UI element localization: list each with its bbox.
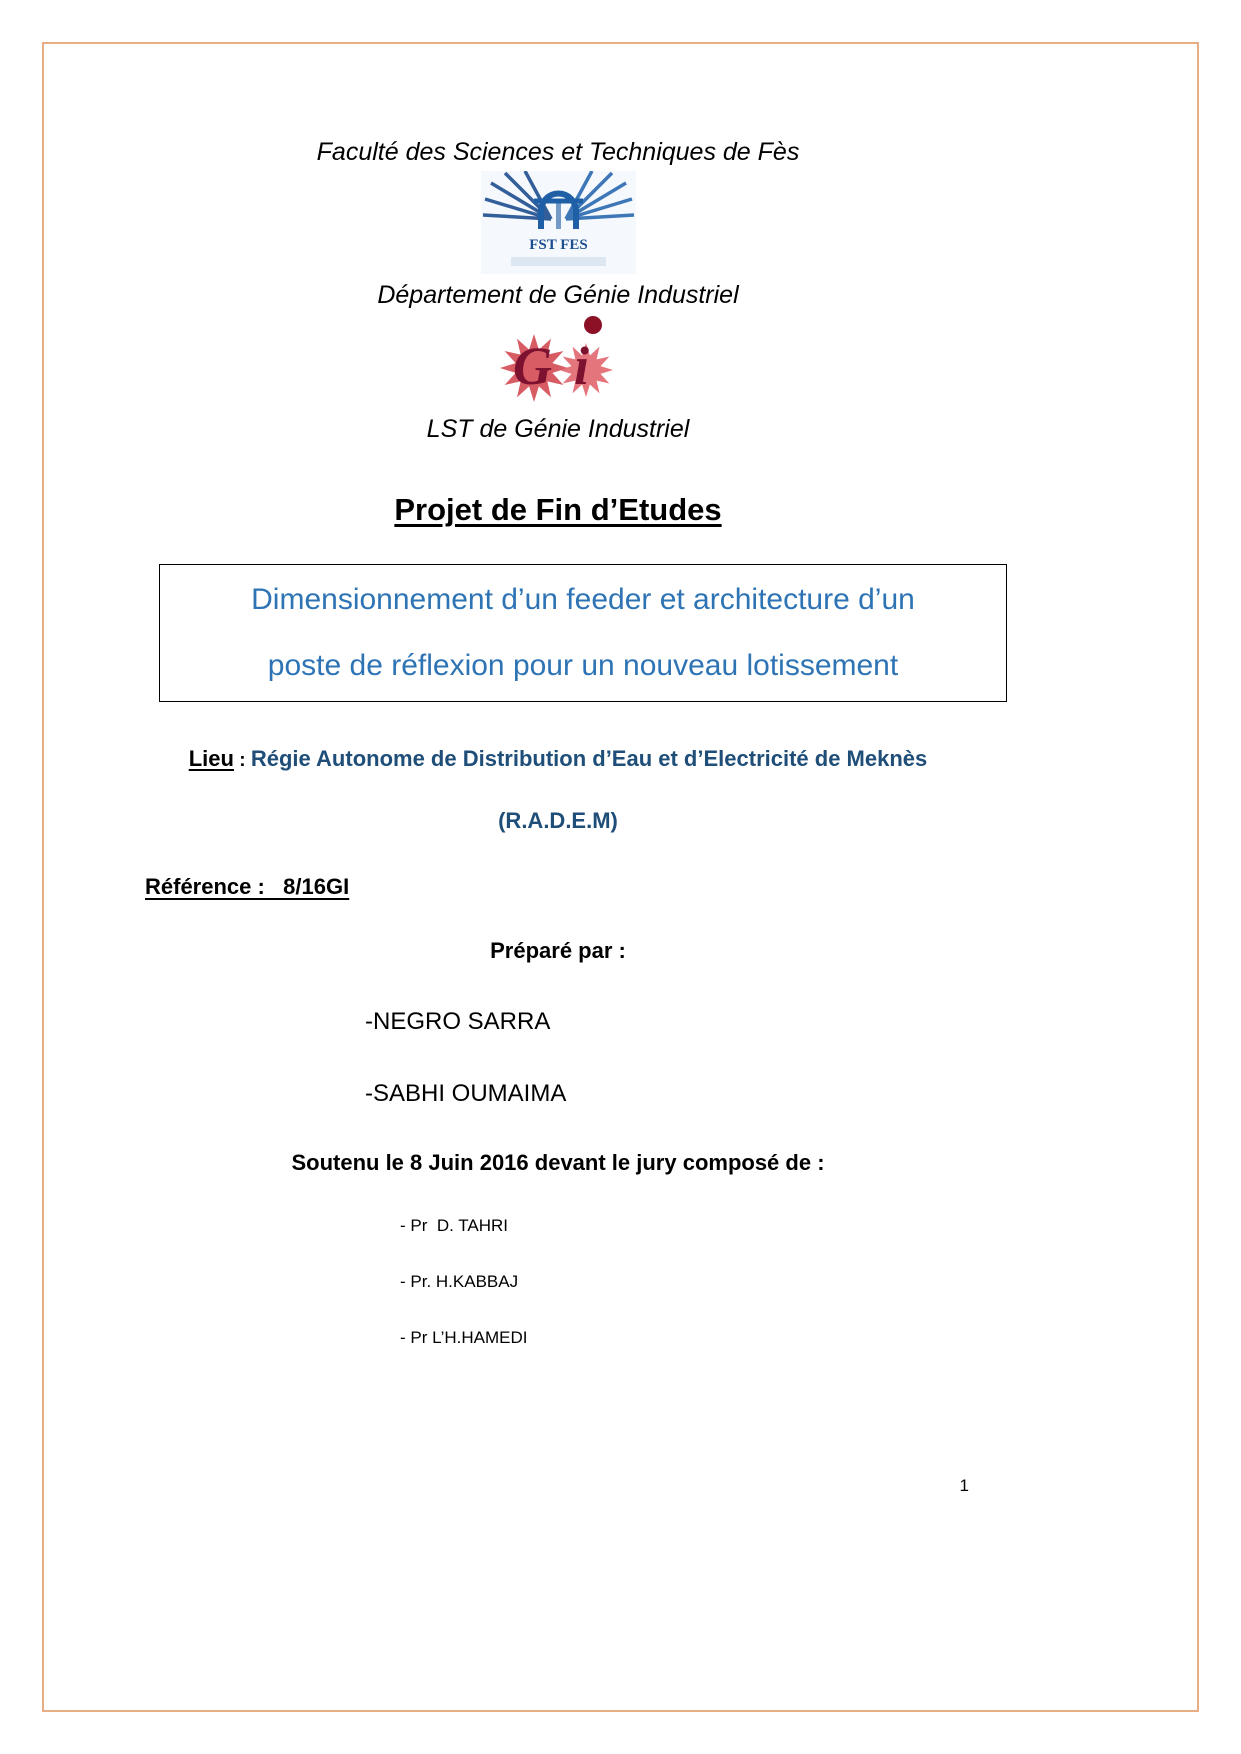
- fst-logo-pattern: [511, 257, 606, 266]
- department-name: Département de Génie Industriel: [377, 281, 739, 309]
- reference-text: Référence : 8/16GI: [145, 874, 350, 899]
- author-name: -SABHI OUMAIMA: [365, 1080, 567, 1107]
- prepared-by-label: Préparé par :: [490, 938, 626, 963]
- reference-line: [145, 874, 971, 900]
- location-value: Régie Autonome de Distribution d’Eau et d’Electricité de Meknès: [250, 746, 928, 771]
- fst-logo-graphic: [481, 171, 636, 274]
- location-label: Lieu: [188, 746, 234, 771]
- faculty-name: Faculté des Sciences et Techniques de Fès: [316, 138, 800, 166]
- project-title-box: [159, 564, 1007, 702]
- page-content: [145, 138, 971, 1348]
- location-colon: :: [233, 750, 251, 771]
- authors-list: [145, 1008, 971, 1108]
- gi-logo: [145, 310, 971, 411]
- jury-list: [145, 1216, 971, 1348]
- gi-logo-graphic: [496, 310, 621, 406]
- jury-member: - Pr L’H.HAMEDI: [400, 1328, 528, 1347]
- jury-member: - Pr. H.KABBAJ: [400, 1272, 519, 1291]
- document-type-title: Projet de Fin d’Etudes: [394, 492, 722, 527]
- fst-logo-text: FST FES: [528, 237, 588, 253]
- program-name: LST de Génie Industriel: [426, 415, 690, 443]
- gi-logo-letter-g: G: [512, 336, 552, 396]
- gi-logo-dot: [584, 316, 602, 334]
- defense-intro-line: Soutenu le 8 Juin 2016 devant le jury composé de :: [291, 1150, 825, 1175]
- location-line: [145, 746, 971, 772]
- gi-logo-letter-i: i: [573, 336, 589, 396]
- jury-member: - Pr D. TAHRI: [400, 1216, 508, 1235]
- project-title-line1: Dimensionnement d’un feeder et architecture d’un: [251, 583, 915, 616]
- fst-logo: [145, 171, 971, 279]
- project-title-line2: poste de réflexion pour un nouveau lotissement: [267, 649, 899, 682]
- author-name: -NEGRO SARRA: [365, 1008, 551, 1035]
- page-number: 1: [959, 1476, 969, 1495]
- location-acronym: (R.A.D.E.M): [498, 808, 618, 833]
